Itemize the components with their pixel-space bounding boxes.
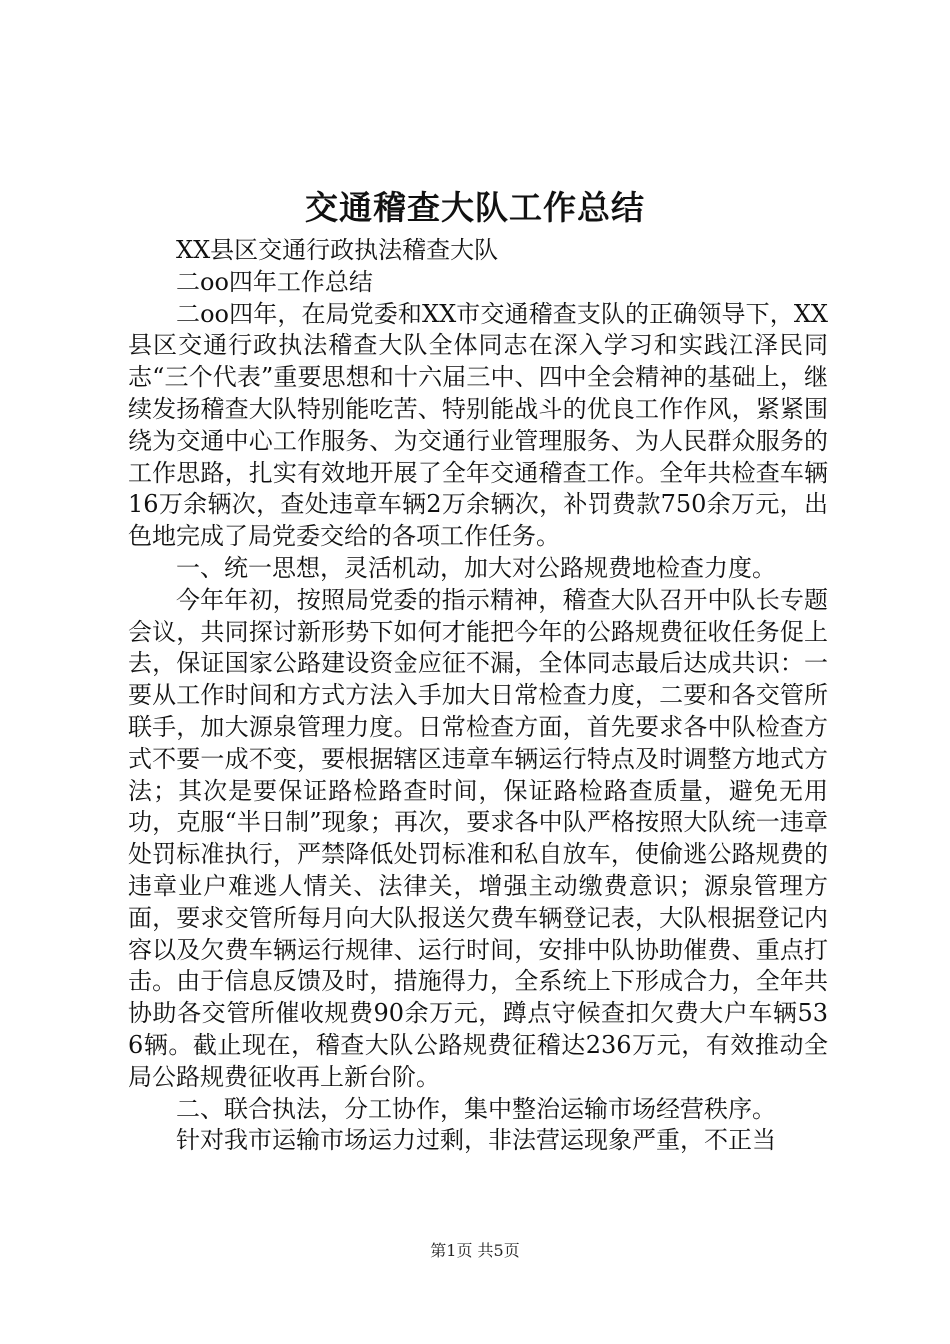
section-2-paragraph: 针对我市运输市场运力过剩，非法营运现象严重，不正当: [176, 1126, 776, 1155]
org-name-line: XX县区交通行政执法稽查大队: [176, 236, 499, 264]
document-body: [128, 204, 828, 1157]
subtitle-line: 二oo四年工作总结: [176, 267, 373, 296]
section-heading-2: 二、联合执法，分工协作，集中整治运输市场经营秩序。: [176, 1094, 776, 1123]
intro-paragraph: 二oo四年，在局党委和XX市交通稽查支队的正确领导下，XX县区交通行政执法稽查大队全体同志在深入学习和实践江泽民同志“三个代表”重要思想和十六届三中、四中全会精神的基础上，继续发扬稽查大队特别能吃苦、特别能战斗的优良工作作风，紧紧围绕为交通中心工作服务、为交通行业管理服务、为人民群众服务的工作思路，扎实有效地开展了全年交通稽查工作。全年共检查车辆16万余辆次，查处违章车辆2万余辆次，补罚费款750余万元，出色地完成了局党委交给的各项工作任务。: [128, 299, 828, 551]
page-number-footer: 第1页 共5页: [430, 1241, 520, 1260]
document-title: 交通稽查大队工作总结: [305, 188, 645, 227]
section-heading-1: 一、统一思想，灵活机动，加大对公路规费地检查力度。: [176, 553, 776, 582]
section-1-paragraph: 今年年初，按照局党委的指示精神，稽查大队召开中队长专题会议，共同探讨新形势下如何才能把今年的公路规费征收任务促上去，保证国家公路建设资金应征不漏，全体同志最后达成共识：一要从工作时间和方式方法入手加大日常检查力度，二要和各交管所联手，加大源泉管理力度。日常检查方面，首先要求各中队检查方式不要一成不变，要根据辖区违章车辆运行特点及时调整方地式方法；其次是要保证路检路查时间，保证路检路查质量，避免无用功，克服“半日制”现象；再次，要求各中队严格按照大队统一违章处罚标准执行，严禁降低处罚标准和私自放车，使偷逃公路规费的违章业户难逃人情关、法律关，增强主动缴费意识；源泉管理方面，要求交管所每月向大队报送欠费车辆登记表，大队根据登记内容以及欠费车辆运行规律、运行时间，安排中队协助催费、重点打击。由于信息反馈及时，措施得力，全系统上下形成合力，全年共协助各交管所催收规费90余万元，蹲点守候查扣欠费大户车辆536辆。截止现在，稽查大队公路规费征稽达236万元，有效推动全局公路规费征收再上新台阶。: [128, 585, 828, 1091]
